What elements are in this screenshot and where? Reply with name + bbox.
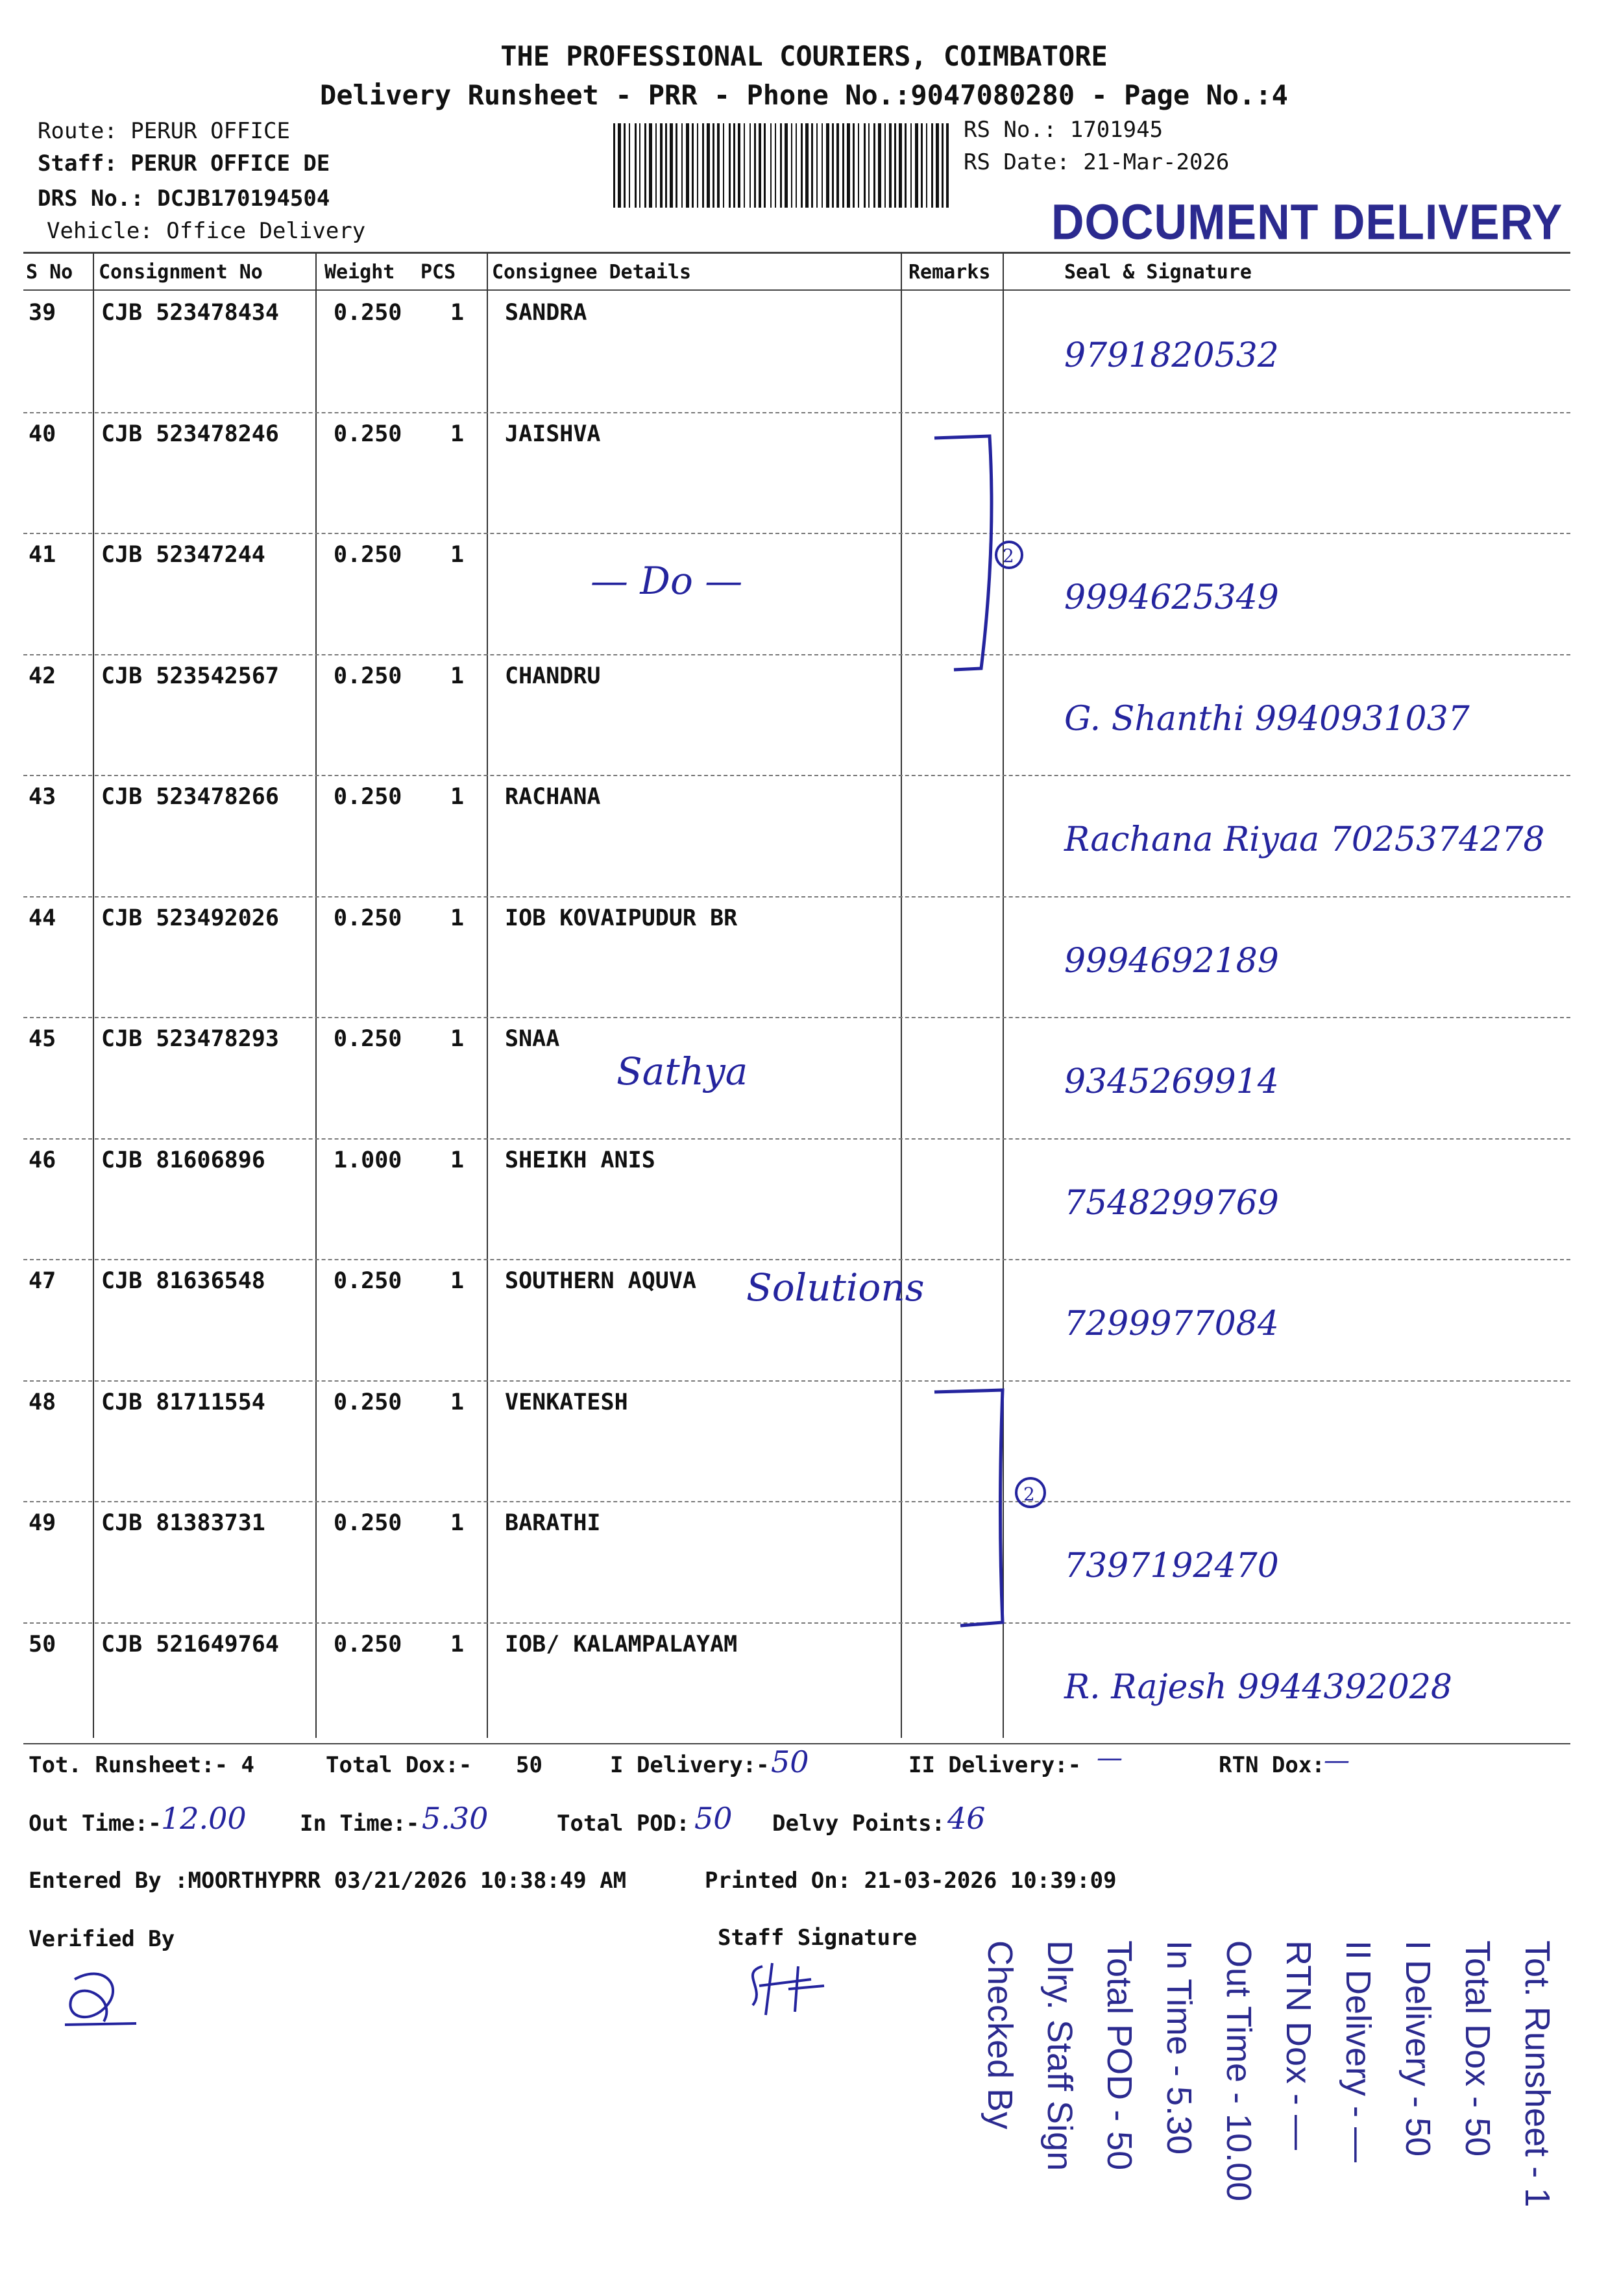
row-weight: 0.250	[334, 542, 402, 568]
row-sno: 49	[29, 1510, 56, 1536]
entered-by: Entered By :MOORTHYPRR 03/21/2026 10:38:49 AM	[29, 1868, 627, 1894]
row-weight: 0.250	[334, 905, 402, 931]
row-weight: 0.250	[334, 1510, 402, 1536]
row-pcs: 1	[450, 663, 465, 689]
row-sno: 41	[29, 542, 56, 568]
barcode	[613, 123, 957, 208]
barcode-bar	[775, 123, 776, 208]
col-divider-2	[315, 253, 317, 1738]
barcode-bar	[697, 123, 698, 208]
row-pcs: 1	[450, 1631, 465, 1657]
row-consignment-no: CJB 81636548	[101, 1268, 265, 1294]
row-consignment-no: CJB 523478246	[101, 421, 279, 447]
barcode-bar	[707, 123, 710, 208]
col-divider-1	[93, 253, 94, 1738]
summary-stamp-line: RTN Dox - —	[1279, 1940, 1318, 2151]
row-weight: 0.250	[334, 663, 402, 689]
summary-stamp-line: Dlry. Staff Sign	[1040, 1940, 1079, 2171]
barcode-bar	[836, 123, 839, 208]
row-weight: 0.250	[334, 1026, 402, 1052]
row-weight: 0.250	[334, 1631, 402, 1657]
barcode-bar	[644, 123, 646, 208]
barcode-bar	[868, 123, 870, 208]
row-signature: 7299977084	[1064, 1304, 1279, 1343]
staff-label: Staff: PERUR OFFICE DE	[38, 151, 330, 177]
row-divider	[23, 1259, 1570, 1260]
row-divider	[23, 1622, 1570, 1624]
barcode-bar	[816, 123, 818, 208]
row-signature: Rachana Riyaa 7025374278	[1064, 820, 1545, 859]
barcode-bar	[878, 123, 881, 208]
in-time-label: In Time:-	[300, 1811, 420, 1837]
row-consignee: BARATHI	[505, 1510, 601, 1536]
row-consignment-no: CJB 523492026	[101, 905, 279, 931]
barcode-bar	[649, 123, 652, 208]
staff-signature-label: Staff Signature	[718, 1925, 918, 1951]
summary-stamp-line: I Delivery - 50	[1398, 1940, 1437, 2157]
barcode-bar	[770, 123, 772, 208]
barcode-bar	[665, 123, 667, 208]
barcode-bar	[899, 123, 902, 208]
row-consignment-no: CJB 523542567	[101, 663, 279, 689]
row-sno: 48	[29, 1389, 56, 1415]
col-header-pcs: PCS	[420, 261, 456, 284]
barcode-bar	[729, 123, 731, 208]
row-divider	[23, 533, 1570, 534]
remarks-bracket-48-49	[921, 1382, 1051, 1642]
barcode-bar	[826, 123, 829, 208]
row-handwritten-note: — Do —	[591, 559, 743, 603]
barcode-bar	[946, 123, 949, 208]
row-consignment-no: CJB 81383731	[101, 1510, 265, 1536]
total-dox-value: 50	[516, 1752, 542, 1778]
runsheet-subtitle: Delivery Runsheet - PRR - Phone No.:9047080280 - Page No.:4	[320, 79, 1288, 111]
row-divider	[23, 896, 1570, 898]
barcode-bar	[864, 123, 866, 208]
row-signature: 9994692189	[1064, 942, 1279, 981]
barcode-bar	[717, 123, 720, 208]
row-weight: 0.250	[334, 1389, 402, 1415]
row-sno: 44	[29, 905, 56, 931]
rtn-dox-value: —	[1324, 1746, 1350, 1776]
barcode-bar	[639, 123, 640, 208]
row-consignee: IOB/ KALAMPALAYAM	[505, 1631, 738, 1657]
row-consignee: CHANDRU	[505, 663, 601, 689]
barcode-bar	[805, 123, 809, 208]
row-sno: 42	[29, 663, 56, 689]
barcode-bar	[686, 123, 689, 208]
rtn-dox-label: RTN Dox:	[1219, 1752, 1325, 1778]
drs-number: DRS No.: DCJB170194504	[38, 186, 330, 212]
route-label: Route: PERUR OFFICE	[38, 118, 290, 144]
out-time-label: Out Time:-	[29, 1811, 162, 1837]
table-header-rule	[23, 289, 1570, 291]
barcode-bar	[670, 123, 673, 208]
barcode-bar	[822, 123, 823, 208]
row-pcs: 1	[450, 1268, 465, 1294]
staff-signature-mark	[727, 1953, 844, 2025]
barcode-bar	[738, 123, 740, 208]
rs-number: RS No.: 1701945	[964, 117, 1163, 143]
barcode-bar	[801, 123, 803, 208]
printed-on: Printed On: 21-03-2026 10:39:09	[705, 1868, 1117, 1894]
row-sno: 39	[29, 300, 56, 326]
barcode-bar	[832, 123, 834, 208]
summary-stamp-line: Out Time - 10.00	[1219, 1940, 1258, 2202]
row-sno: 47	[29, 1268, 56, 1294]
barcode-bar	[635, 123, 637, 208]
verified-by-signature	[45, 1960, 149, 2038]
ii-delivery-label: II Delivery:-	[908, 1752, 1082, 1778]
col-header-remarks: Remarks	[908, 261, 991, 284]
row-divider	[23, 412, 1570, 413]
row-consignee: SOUTHERN AQUVA	[505, 1268, 697, 1294]
barcode-bar	[780, 123, 782, 208]
barcode-bar	[936, 123, 939, 208]
barcode-bar	[847, 123, 850, 208]
tot-runsheet: Tot. Runsheet:- 4	[29, 1752, 254, 1778]
barcode-bar	[676, 123, 677, 208]
document-delivery-stamp: DOCUMENT DELIVERY	[1051, 194, 1563, 250]
barcode-bar	[926, 123, 927, 208]
barcode-bar	[873, 123, 875, 208]
i-delivery-value: 50	[771, 1744, 809, 1779]
barcode-bar	[842, 123, 844, 208]
remarks-bracket-40-41	[908, 428, 1038, 688]
row-pcs: 1	[450, 1389, 465, 1415]
summary-stamp-line: Total POD - 50	[1100, 1940, 1139, 2171]
row-divider	[23, 1138, 1570, 1140]
row-pcs: 1	[450, 542, 465, 568]
row-pcs: 1	[450, 1026, 465, 1052]
in-time-value: 5.30	[422, 1801, 489, 1836]
barcode-bar	[681, 123, 683, 208]
barcode-bar	[858, 123, 859, 208]
barcode-bar	[692, 123, 694, 208]
barcode-bar	[796, 123, 797, 208]
row-sno: 43	[29, 784, 56, 810]
col-header-weight: Weight	[324, 261, 395, 284]
barcode-bar	[889, 123, 892, 208]
col-header-seal-signature: Seal & Signature	[1064, 261, 1252, 284]
row-sno: 50	[29, 1631, 56, 1657]
col-header-sno: S No	[26, 261, 73, 284]
svg-text:2: 2	[1003, 545, 1014, 567]
verified-by-label: Verified By	[29, 1926, 175, 1952]
row-signature: 9791820532	[1064, 336, 1279, 375]
barcode-bar	[629, 123, 630, 208]
row-pcs: 1	[450, 1510, 465, 1536]
row-divider	[23, 1017, 1570, 1018]
barcode-bar	[723, 123, 724, 208]
row-pcs: 1	[450, 905, 465, 931]
row-consignee: JAISHVA	[505, 421, 601, 447]
i-delivery-label: I Delivery:-	[610, 1752, 770, 1778]
summary-stamp-line: II Delivery - —	[1339, 1940, 1378, 2163]
barcode-bar	[660, 123, 663, 208]
row-sno: 45	[29, 1026, 56, 1052]
barcode-bar	[702, 123, 704, 208]
row-pcs: 1	[450, 300, 465, 326]
row-consignment-no: CJB 521649764	[101, 1631, 279, 1657]
row-sno: 46	[29, 1147, 56, 1173]
row-weight: 0.250	[334, 784, 402, 810]
row-consignee: SANDRA	[505, 300, 587, 326]
barcode-bar	[713, 123, 714, 208]
barcode-bar	[791, 123, 792, 208]
row-handwritten-note: Solutions	[746, 1265, 925, 1310]
delvy-points-label: Delvy Points:	[772, 1811, 945, 1837]
summary-stamp-line: Total Dox - 50	[1458, 1940, 1497, 2157]
total-dox-label: Total Dox:-	[326, 1752, 472, 1778]
row-handwritten-note: Sathya	[616, 1049, 748, 1093]
delvy-points-value: 46	[947, 1801, 986, 1836]
barcode-bar	[754, 123, 756, 208]
barcode-bar	[733, 123, 735, 208]
row-weight: 1.000	[334, 1147, 402, 1173]
barcode-bar	[744, 123, 745, 208]
barcode-bar	[785, 123, 788, 208]
barcode-bar	[853, 123, 855, 208]
row-pcs: 1	[450, 784, 465, 810]
row-pcs: 1	[450, 421, 465, 447]
barcode-bar	[655, 123, 657, 208]
row-signature: G. Shanthi 9940931037	[1064, 700, 1470, 739]
row-signature: 9345269914	[1064, 1062, 1279, 1101]
barcode-bar	[759, 123, 761, 208]
row-weight: 0.250	[334, 300, 402, 326]
row-divider	[23, 654, 1570, 655]
row-consignment-no: CJB 81711554	[101, 1389, 265, 1415]
barcode-bar	[764, 123, 766, 208]
row-consignee: SHEIKH ANIS	[505, 1147, 655, 1173]
table-top-rule	[23, 252, 1570, 254]
col-header-consignee: Consignee Details	[492, 261, 692, 284]
row-weight: 0.250	[334, 421, 402, 447]
row-consignee: VENKATESH	[505, 1389, 628, 1415]
col-divider-3	[487, 253, 488, 1738]
barcode-bar	[894, 123, 896, 208]
barcode-bar	[749, 123, 751, 208]
barcode-bar	[624, 123, 626, 208]
total-pod-label: Total POD:	[557, 1811, 690, 1837]
vehicle-label: Vehicle: Office Delivery	[47, 218, 366, 244]
rs-date: RS Date: 21-Mar-2026	[964, 149, 1230, 175]
barcode-bar	[931, 123, 933, 208]
total-pod-value: 50	[694, 1801, 733, 1836]
row-consignee: SNAA	[505, 1026, 560, 1052]
row-divider	[23, 1501, 1570, 1502]
row-consignee: RACHANA	[505, 784, 601, 810]
row-signature: 9994625349	[1064, 578, 1279, 617]
ii-delivery-value: —	[1097, 1743, 1123, 1773]
row-consignment-no: CJB 523478293	[101, 1026, 279, 1052]
barcode-bar	[613, 123, 615, 208]
company-title: THE PROFESSIONAL COURIERS, COIMBATORE	[500, 40, 1108, 72]
col-header-consignment: Consignment No	[99, 261, 263, 284]
barcode-bar	[942, 123, 944, 208]
row-pcs: 1	[450, 1147, 465, 1173]
row-signature: 7548299769	[1064, 1184, 1279, 1223]
barcode-bar	[618, 123, 621, 208]
summary-stamp-line: In Time - 5.30	[1160, 1940, 1199, 2155]
row-consignee: IOB KOVAIPUDUR BR	[505, 905, 738, 931]
out-time-value: 12.00	[161, 1801, 247, 1836]
row-signature: 7397192470	[1064, 1546, 1279, 1585]
col-divider-4	[901, 253, 902, 1738]
row-divider	[23, 775, 1570, 776]
row-consignment-no: CJB 81606896	[101, 1147, 265, 1173]
summary-stamp-line: Checked By	[981, 1940, 1019, 2130]
barcode-bar	[910, 123, 912, 208]
row-consignment-no: CJB 523478434	[101, 300, 279, 326]
row-sno: 40	[29, 421, 56, 447]
summary-stamp-line: Tot. Runsheet - 1	[1518, 1940, 1557, 2208]
row-consignment-no: CJB 523478266	[101, 784, 279, 810]
row-weight: 0.250	[334, 1268, 402, 1294]
barcode-bar	[915, 123, 918, 208]
svg-text:2: 2	[1023, 1484, 1035, 1505]
barcode-bar	[884, 123, 886, 208]
barcode-bar	[811, 123, 813, 208]
row-divider	[23, 1380, 1570, 1382]
row-signature: R. Rajesh 9944392028	[1064, 1668, 1452, 1707]
barcode-bar	[921, 123, 923, 208]
row-consignment-no: CJB 52347244	[101, 542, 265, 568]
barcode-bar	[905, 123, 907, 208]
